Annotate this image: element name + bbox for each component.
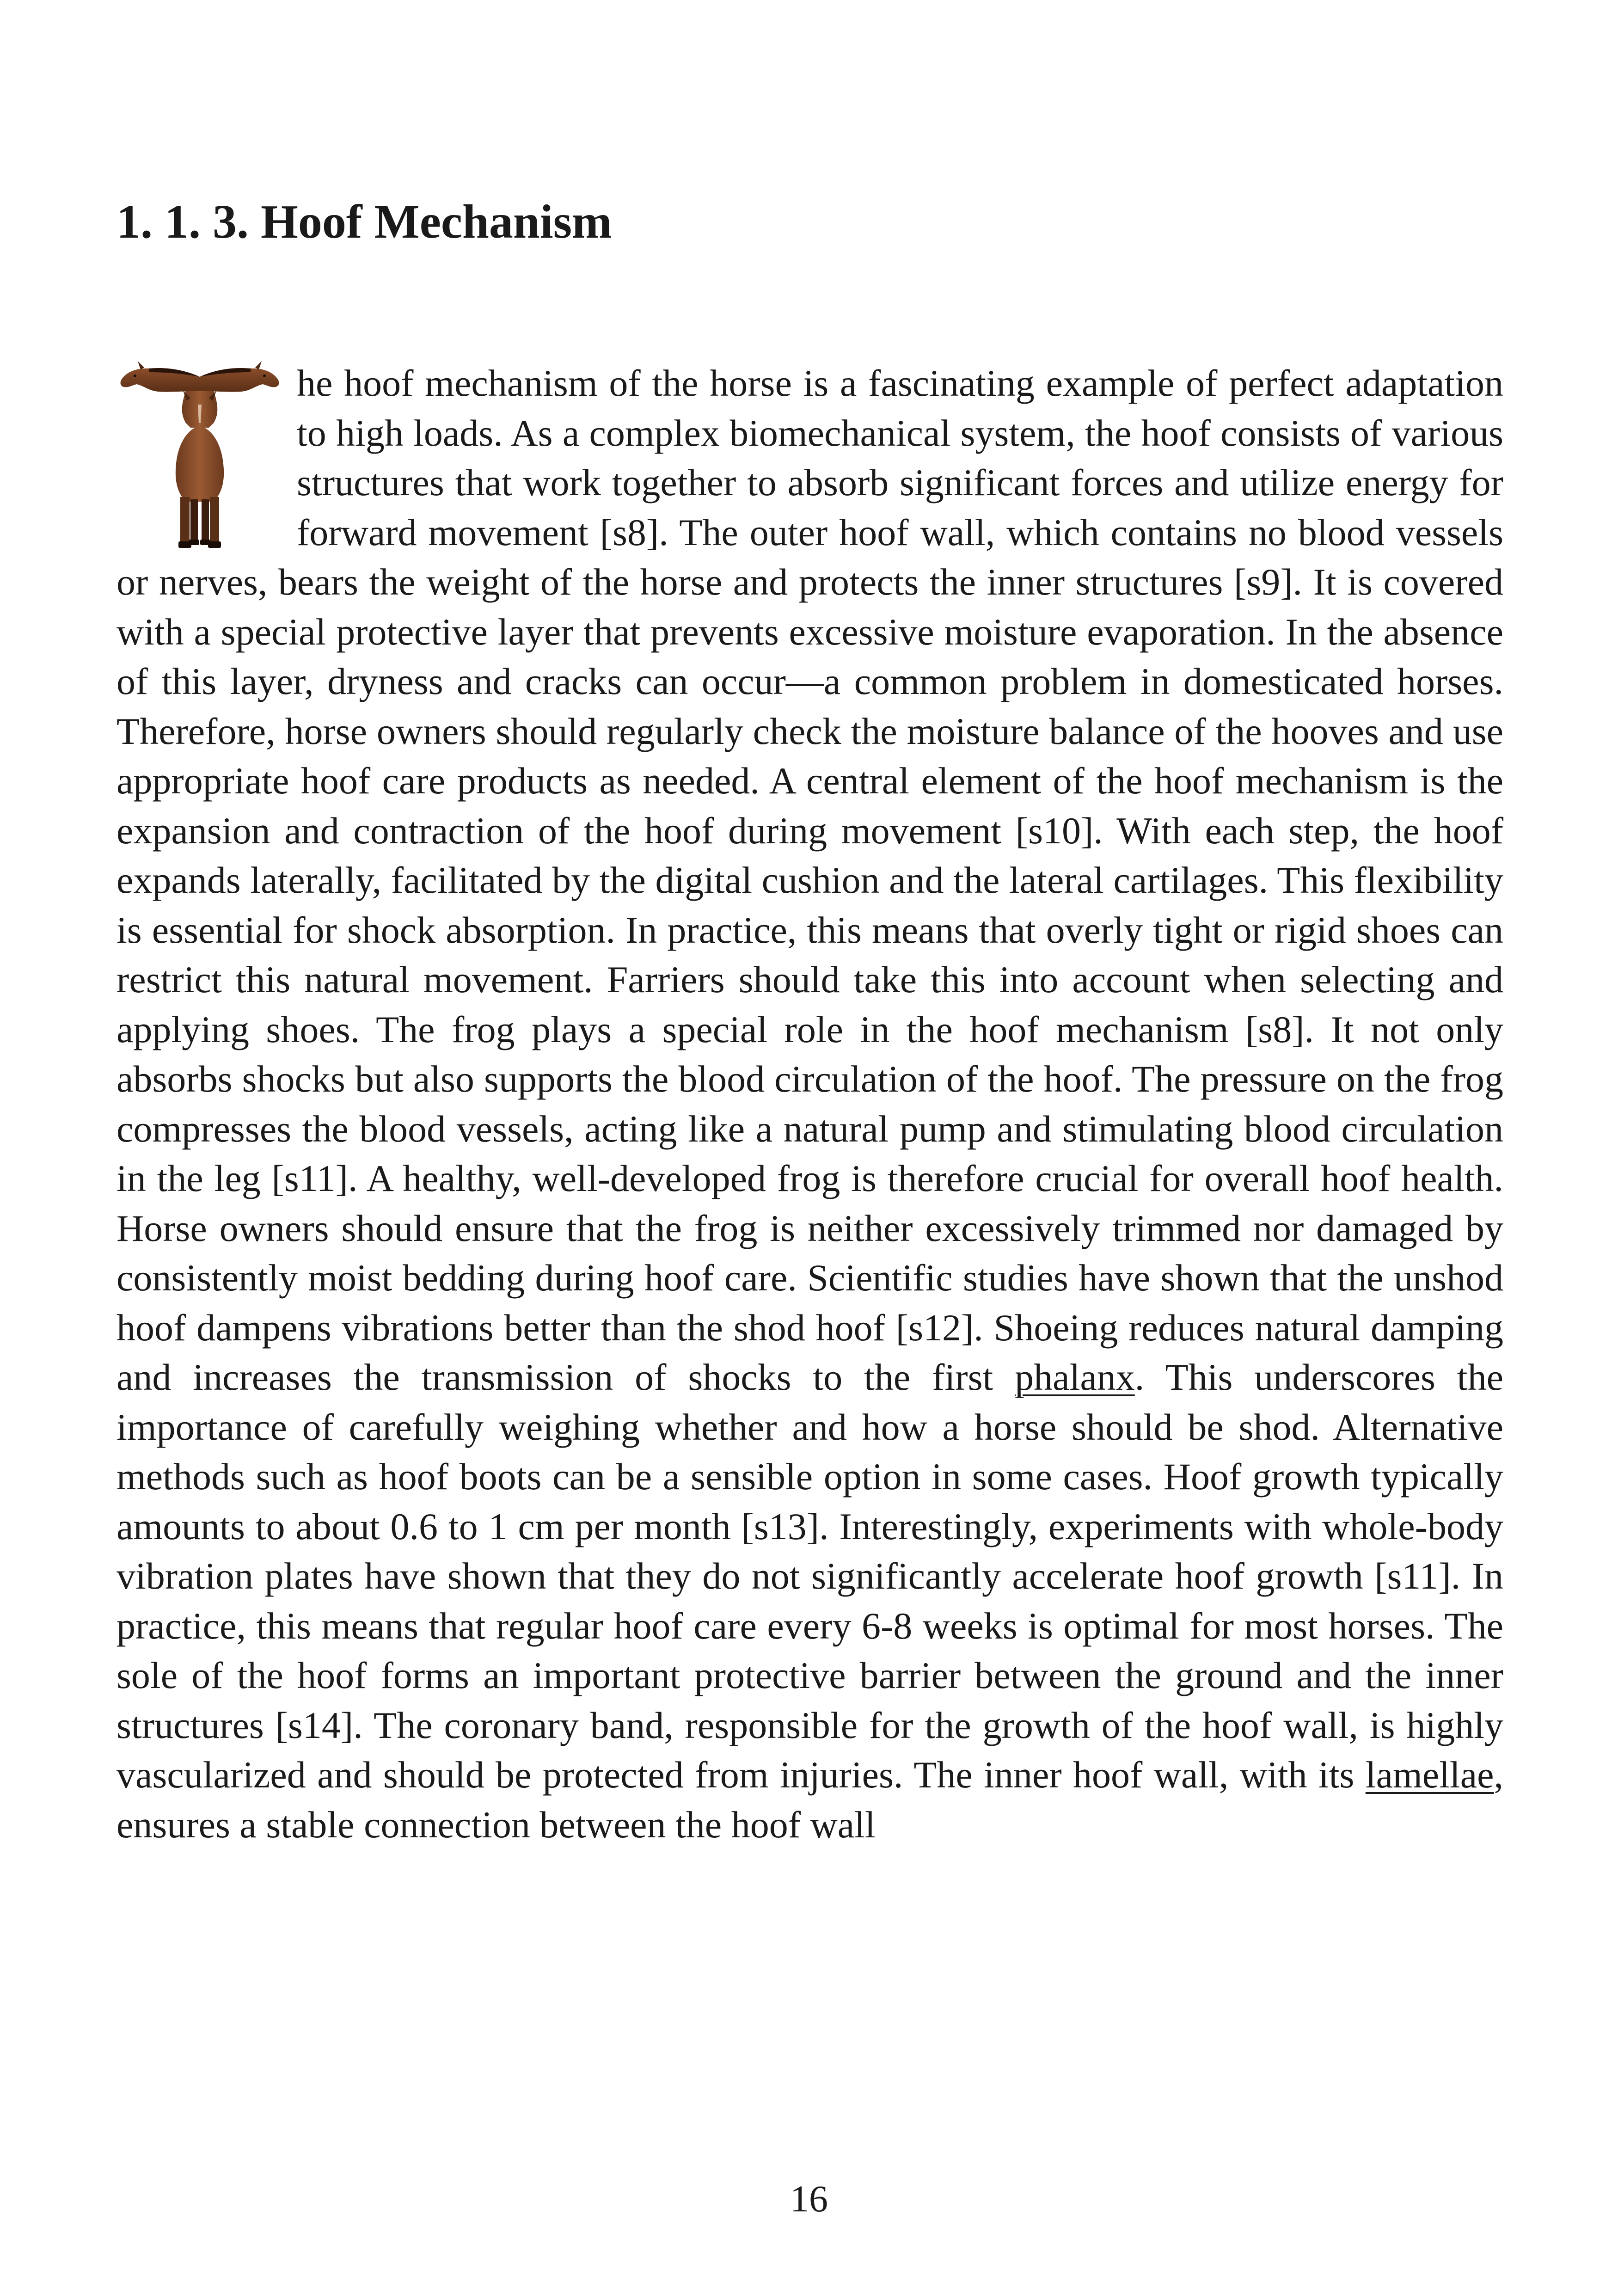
glossary-link-phalanx[interactable]: phalanx: [1015, 1356, 1135, 1398]
paragraph-text-3: , ensures a stable connection between the hoof wall: [116, 1754, 1503, 1846]
horse-t-initial-graphic: [116, 358, 283, 553]
horse-t-initial-icon: [116, 358, 283, 553]
paragraph-text-2: . This underscores the importance of carefully weighing whether and how a horse should be shod. Alternative methods such as hoof boots can be a sensible option in some cases. Hoof growth typically amounts to about 0.6 to 1 cm per month [s13]. Interestingly, experiments with whole-body vibration plates have shown that they do not significantly accelerate hoof growth [s11]. In practice, this means that regular hoof care every 6-8 weeks is optimal for most horses. The sole of the hoof forms an important protective barrier between the ground and the inner structures [s14]. The coronary band, responsible for the growth of the hoof wall, is highly vascularized and should be protected from injuries. The inner hoof wall, with its: [116, 1356, 1503, 1796]
section-heading: 1. 1. 3. Hoof Mechanism: [116, 195, 612, 248]
page-number: 16: [790, 2178, 828, 2220]
body-paragraph: [116, 358, 1503, 1849]
glossary-link-lamellae[interactable]: lamellae: [1365, 1754, 1494, 1796]
paragraph-text-1: he hoof mechanism of the horse is a fascinating example of perfect adaptation to high loads. As a complex biomechanical system, the hoof consists of various structures that work together to absorb significant forces and utilize energy for forward movement [s8]. The outer hoof wall, which contains no blood vessels or nerves, bears the weight of the horse and protects the inner structures [s9]. It is covered with a special protective layer that prevents excessive moisture evaporation. In the absence of this layer, dryness and cracks can occur—a common problem in domesticated horses. Therefore, horse owners should regularly check the moisture balance of the hooves and use appropriate hoof care products as needed. A central element of the hoof mechanism is the expansion and contraction of the hoof during movement [s10]. With each step, the hoof expands laterally, facilitated by the digital cushion and the lateral cartilages. This flexibility is essential for shock absorption. In practice, this means that overly tight or rigid shoes can restrict this natural movement. Farriers should take this into account when selecting and applying shoes. The frog plays a special role in the hoof mechanism [s8]. It not only absorbs shocks but also supports the blood circulation of the hoof. The pressure on the frog compresses the blood vessels, acting like a natural pump and stimulating blood circulation in the leg [s11]. A healthy, well-developed frog is therefore crucial for overall hoof health. Horse owners should ensure that the frog is neither excessively trimmed nor damaged by consistently moist bedding during hoof care. Scientific studies have shown that the unshod hoof dampens vibrations better than the shod hoof [s12]. Shoeing reduces natural damping and increases the transmission of shocks to the first: [116, 362, 1503, 1398]
